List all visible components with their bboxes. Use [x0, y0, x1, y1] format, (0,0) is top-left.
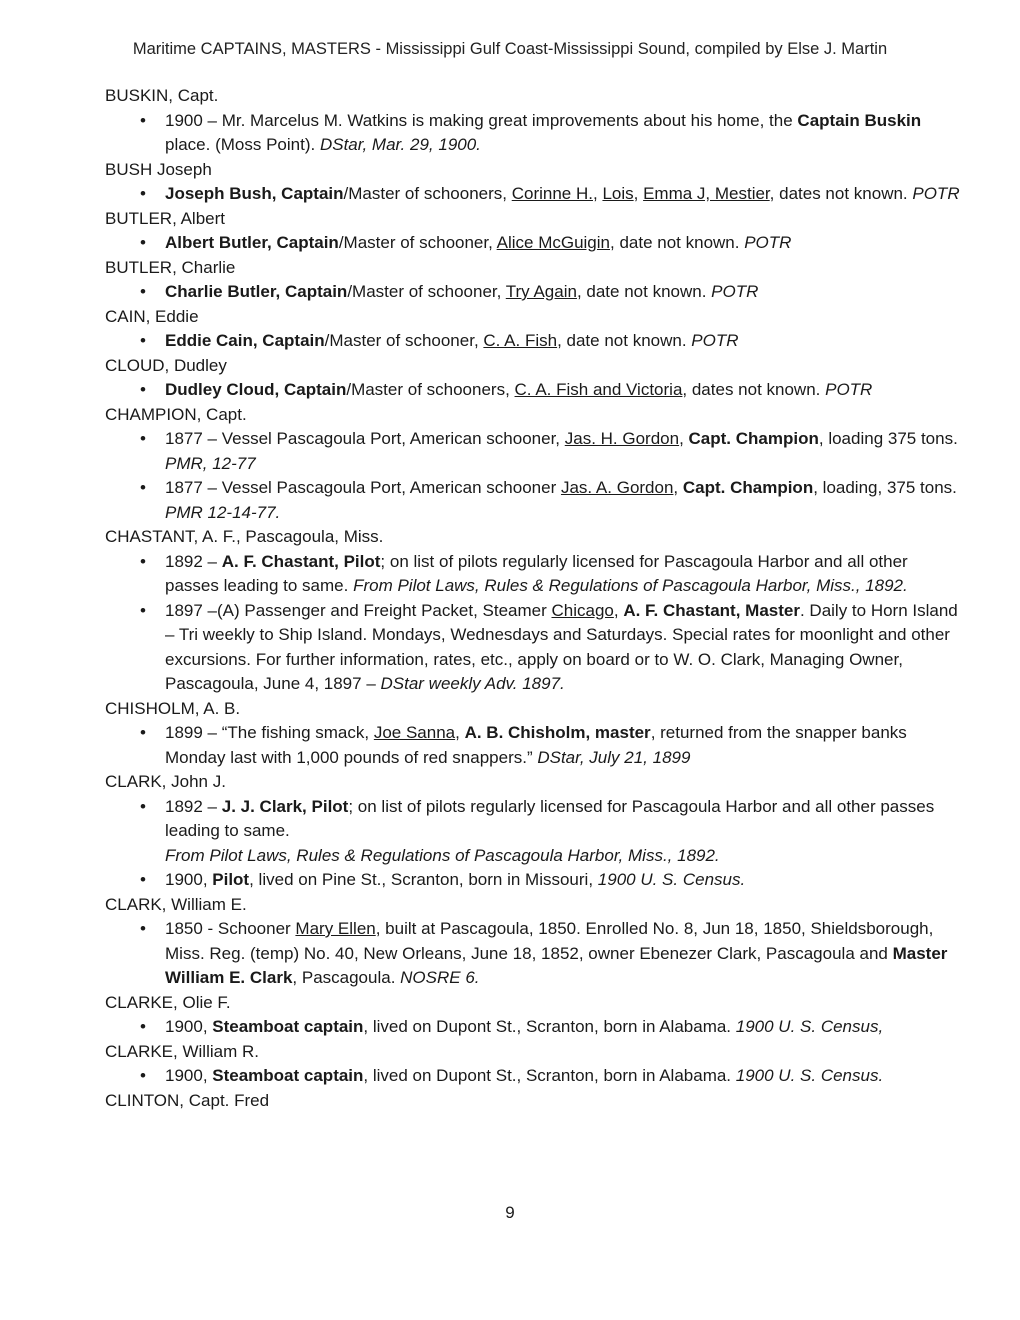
entry-name: CLARKE, Olie F.: [105, 992, 231, 1012]
page-header: Maritime CAPTAINS, MASTERS - Mississippi Gulf Coast-Mississippi Sound, compiled by Else J. Martin: [132, 40, 888, 58]
text-segment: ,: [679, 429, 689, 448]
entry: [105, 207, 965, 256]
entry: [105, 1089, 965, 1114]
text-segment: Try Again: [505, 282, 577, 301]
entry-name: CLARKE, William R.: [105, 1041, 259, 1061]
entry-name: BUSKIN, Capt.: [105, 86, 219, 105]
text-segment: , Pascagoula.: [292, 968, 401, 987]
entry-item: [105, 1015, 965, 1040]
text-segment: Joseph Bush, Captain: [165, 184, 344, 203]
text-segment: /Master of schooner,: [338, 233, 497, 252]
text-segment: ,: [673, 478, 683, 497]
text-segment: ,: [613, 600, 624, 620]
entry-item: [105, 1064, 965, 1089]
text-segment: /Master of schooner,: [324, 331, 484, 350]
text-segment: A. F. Chastant, Pilot: [221, 551, 381, 571]
text-segment: PMR 12-14-77.: [165, 502, 281, 522]
entry: [105, 158, 965, 207]
entry-name: CHISHOLM, A. B.: [105, 698, 241, 718]
text-segment: Mary Ellen: [295, 919, 376, 938]
text-segment: Jas. A. Gordon: [560, 478, 674, 497]
text-segment: , returned from the snapper banks Monday last with 1,000 pounds of red snappers.”: [165, 723, 907, 767]
entry: [105, 770, 965, 893]
entry: [105, 697, 965, 771]
text-segment: ; on list of pilots regularly licensed for Pascagoula Harbor and all other passes leading to same.: [165, 796, 935, 840]
text-segment: 1900,: [165, 1017, 213, 1036]
entry-name: CHAMPION, Capt.: [105, 404, 247, 424]
entry-name: CLINTON, Capt. Fred: [105, 1090, 270, 1110]
text-segment: , loading 375 tons.: [818, 429, 958, 448]
entry-item: [105, 550, 965, 599]
text-segment: , date not known.: [576, 282, 712, 301]
text-segment: , loading, 375 tons.: [813, 478, 957, 497]
text-segment: POTR: [691, 331, 739, 350]
text-segment: /Master of schooners,: [346, 380, 515, 399]
text-segment: 1850 - Schooner: [165, 919, 296, 938]
text-segment: 1900,: [165, 870, 213, 889]
entry-items: [105, 427, 965, 525]
entry-item: [105, 329, 965, 354]
text-segment: Capt. Champion: [682, 478, 814, 497]
entry-items: [105, 795, 965, 893]
text-segment: 1877 – Vessel Pascagoula Port, American schooner,: [165, 429, 565, 448]
entry-items: [105, 182, 965, 207]
entry: [105, 305, 965, 354]
entry-items: [105, 280, 965, 305]
text-segment: DStar, Mar. 29, 1900.: [319, 135, 481, 154]
text-segment: POTR: [825, 380, 873, 399]
text-segment: ,: [633, 184, 644, 203]
entry: [105, 1040, 965, 1089]
text-segment: , lived on Dupont St., Scranton, born in Alabama.: [363, 1066, 736, 1085]
text-segment: /Master of schooners,: [343, 184, 512, 203]
text-segment: , lived on Dupont St., Scranton, born in Alabama.: [363, 1017, 736, 1036]
text-segment: Pilot: [212, 870, 250, 889]
text-segment: Charlie Butler, Captain: [165, 282, 348, 301]
text-segment: C. A. Fish: [483, 331, 558, 350]
entry: [105, 354, 965, 403]
entry: [105, 403, 965, 526]
entry: [105, 893, 965, 991]
text-segment: A. B. Chisholm, master: [464, 723, 651, 742]
text-segment: Emma J, Mestier: [643, 184, 770, 203]
text-segment: Corinne H.: [511, 184, 593, 203]
text-segment: 1892 –: [165, 796, 222, 816]
entry-name: CLARK, William E.: [105, 894, 247, 914]
entry-name: BUSH Joseph: [105, 159, 212, 179]
text-segment: place. (Moss Point).: [165, 135, 320, 154]
text-segment: ; on list of pilots regularly licensed for Pascagoula Harbor and all other passes leading to same.: [165, 551, 908, 595]
entry-item: [105, 868, 965, 893]
entry-item: [105, 182, 965, 207]
entry-item: [105, 721, 965, 770]
text-segment: 1900,: [165, 1066, 213, 1085]
entry-item: [105, 599, 965, 697]
text-segment: DStar weekly Adv. 1897.: [380, 674, 565, 693]
page-number: 9: [505, 1203, 515, 1222]
text-segment: DStar, July 21, 1899: [537, 747, 691, 767]
entry-name: CLOUD, Dudley: [105, 355, 227, 375]
text-segment: /Master of schooner,: [347, 282, 506, 301]
text-segment: Alice McGuigin: [496, 233, 610, 252]
entry-items: [105, 550, 965, 697]
entry-item: [105, 280, 965, 305]
text-segment: 1900 U. S. Census,: [735, 1017, 884, 1036]
entry-item: [105, 476, 965, 525]
text-segment: Chicago: [551, 600, 614, 620]
text-segment: Steamboat captain: [212, 1017, 364, 1036]
text-segment: POTR: [912, 184, 960, 203]
text-segment: POTR: [711, 282, 759, 301]
text-segment: 1877 – Vessel Pascagoula Port, American schooner: [165, 478, 561, 497]
text-segment: , dates not known.: [769, 184, 913, 203]
text-segment: Dudley Cloud, Captain: [165, 380, 347, 399]
text-segment: 1899 – “The fishing smack,: [165, 723, 374, 742]
entry-items: [105, 1064, 965, 1089]
text-segment: Captain Buskin: [797, 110, 922, 130]
text-segment: A. F. Chastant, Master: [623, 600, 800, 620]
text-segment: Lois: [602, 184, 634, 203]
text-segment: 1900 – Mr. Marcelus M. Watkins is making great improvements about his home, the: [165, 110, 798, 130]
entry-items: [105, 378, 965, 403]
entry: [105, 525, 965, 697]
text-segment: , lived on Pine St., Scranton, born in Missouri,: [249, 870, 598, 889]
text-segment: , date not known.: [557, 331, 692, 350]
entry-items: [105, 329, 965, 354]
text-segment: Capt. Champion: [688, 429, 819, 448]
entry-item: [105, 795, 965, 869]
entry-name: CHASTANT, A. F., Pascagoula, Miss.: [105, 527, 384, 546]
text-segment: . Daily to Horn Island – Tri weekly to Ship Island. Mondays, Wednesdays and Saturdays. Special rates for moonlight and other excursions. For further information, rates, etc., apply on board or to W. O. Clark, Managing Owner, Pascagoula, June 4, 1897 –: [165, 600, 958, 693]
entry-item: [105, 231, 965, 256]
entry-items: [105, 1015, 965, 1040]
entry-items: [105, 231, 965, 256]
text-segment: NOSRE 6.: [400, 968, 480, 987]
text-segment: Jas. H. Gordon: [564, 429, 680, 448]
text-segment: C. A. Fish and Victoria: [514, 380, 683, 399]
text-segment: 1897 –(A) Passenger and Freight Packet, Steamer: [165, 600, 552, 620]
text-segment: ,: [455, 723, 465, 742]
entry-item: [105, 427, 965, 476]
entry: [105, 991, 965, 1040]
entry-items: [105, 917, 965, 991]
entry-name: CAIN, Eddie: [105, 306, 199, 326]
entry: [105, 84, 965, 158]
text-segment: Steamboat captain: [212, 1066, 364, 1085]
entry-item: [105, 109, 965, 158]
entry-items: [105, 721, 965, 770]
entries-list: [105, 84, 965, 1113]
text-segment: Master William E. Clark: [165, 943, 948, 987]
text-segment: 1900 U. S. Census.: [735, 1066, 884, 1085]
text-segment: Eddie Cain, Captain: [165, 331, 325, 350]
text-segment: , date not known.: [610, 233, 745, 252]
text-segment: 1900 U. S. Census.: [597, 870, 746, 889]
text-segment: PMR, 12-77: [165, 453, 256, 473]
text-segment: J. J. Clark, Pilot: [221, 796, 349, 816]
text-segment: , dates not known.: [682, 380, 826, 399]
text-segment: , built at Pascagoula, 1850. Enrolled No. 8, Jun 18, 1850, Shieldsborough, Miss. Reg. (temp) No. 40, New Orleans, June 18, 1852, owner Ebenezer Clark, Pascagoula and: [165, 919, 934, 963]
entry: [105, 256, 965, 305]
entry-items: [105, 109, 965, 158]
entry-name: CLARK, John J.: [105, 772, 226, 791]
entry-item: [105, 378, 965, 403]
text-segment: Albert Butler, Captain: [165, 233, 339, 252]
text-segment: Joe Sanna: [373, 723, 456, 742]
entry-item: [105, 917, 965, 991]
text-segment: From Pilot Laws, Rules & Regulations of Pascagoula Harbor, Miss., 1892.: [353, 576, 908, 595]
text-segment: From Pilot Laws, Rules & Regulations of Pascagoula Harbor, Miss., 1892.: [165, 845, 720, 865]
text-segment: ,: [592, 184, 603, 203]
entry-name: BUTLER, Charlie: [105, 257, 236, 277]
text-segment: 1892 –: [165, 551, 222, 571]
text-segment: POTR: [744, 233, 792, 252]
entry-name: BUTLER, Albert: [105, 208, 225, 228]
